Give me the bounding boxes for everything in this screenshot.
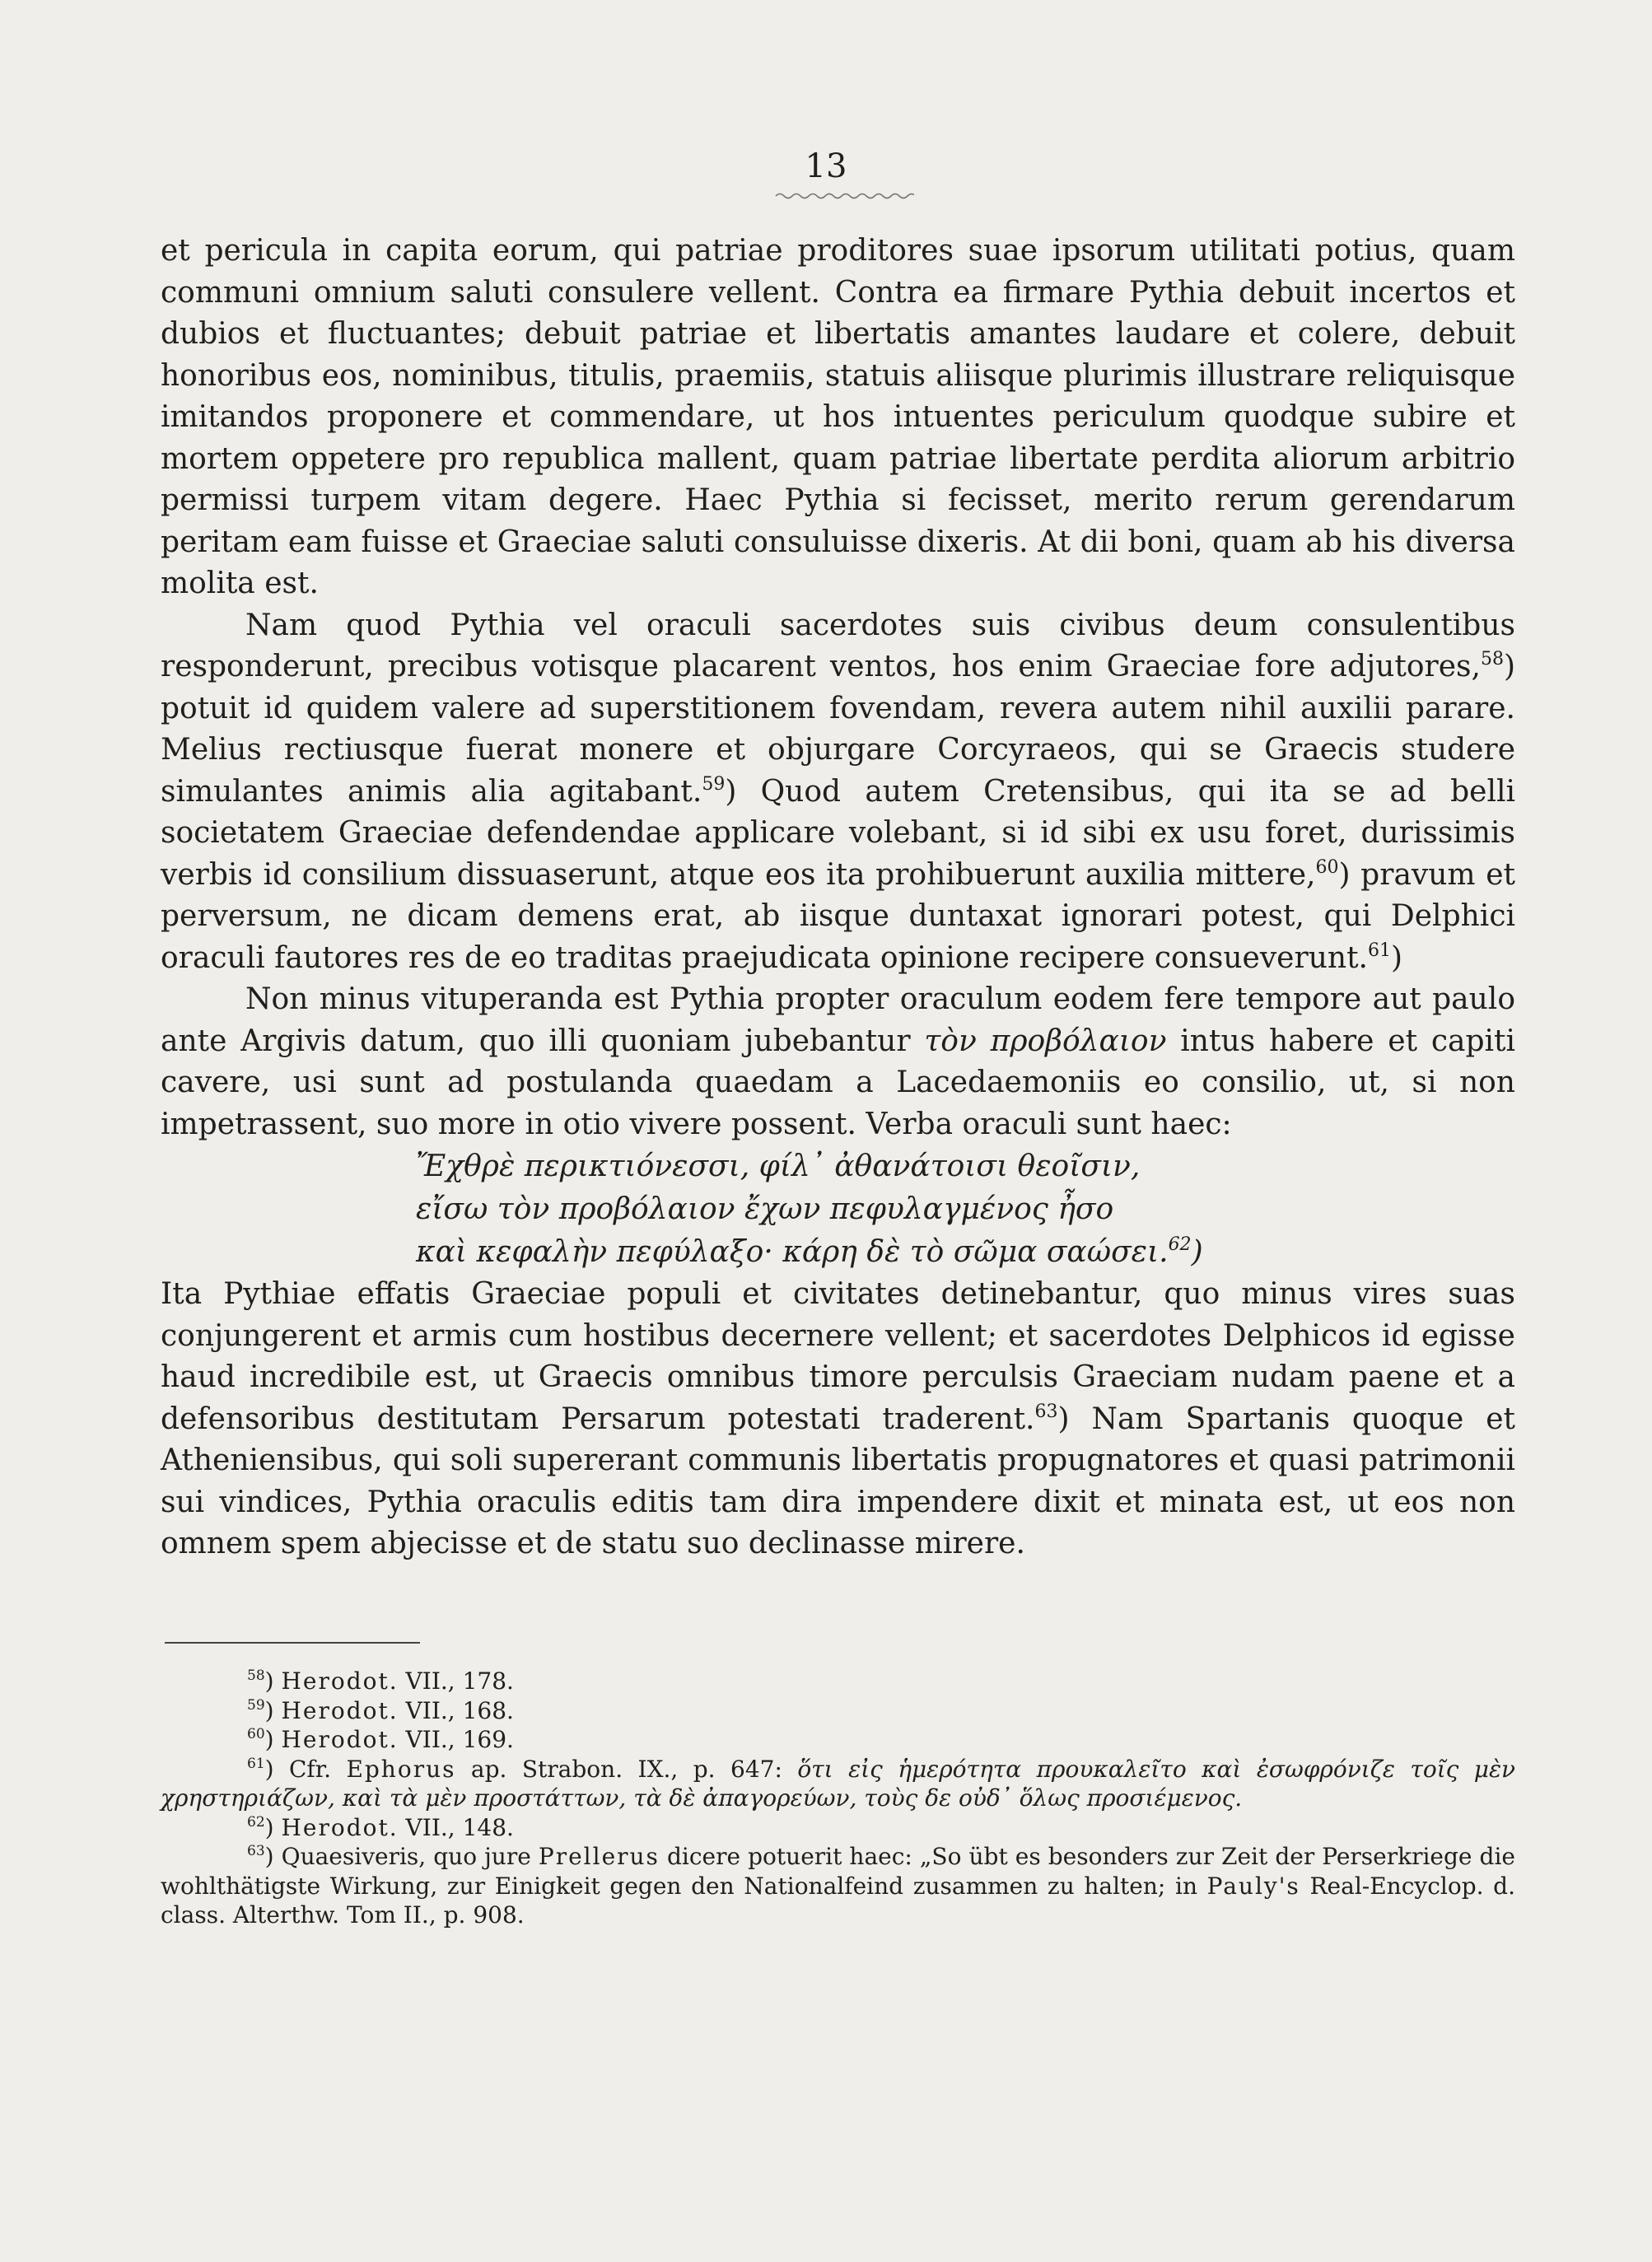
- footnote-60: $^{60}$) Herodot. VII., 169.: [247, 1726, 514, 1753]
- footnote-author: Ephorus: [346, 1755, 456, 1783]
- footnote-text-2: Real-Encyclop. d. class. Alterthw. Tom II., p. 908.: [161, 1872, 1515, 1929]
- footnote-author: Herodot.: [281, 1813, 399, 1841]
- page-number: 13: [805, 147, 847, 185]
- footnote-text: ap. Strabon. IX., p. 647:: [470, 1755, 782, 1783]
- footnote-59: $^{59}$) Herodot. VII., 168.: [247, 1696, 514, 1724]
- footnote-pre: Quaesiveris, quo jure: [281, 1843, 531, 1870]
- footnote-number: 58: [247, 1667, 265, 1684]
- paragraph-4-part-a: Ita Pythiae effatis Graeciae populi et civitates detinebantur, quo minus vires suas conjungerent et armis cum hostibus decernere vellent; et sacerdotes Delphicos id egisse haud incredibile est, ut Graecis omnibus timore perculsis Graeciam nudam paene et a defensoribus destitutam Persarum potestati traderent.: [161, 1277, 1515, 1436]
- footnote-text: VII., 169.: [405, 1726, 514, 1753]
- verse-line-3: καὶ κεφαλὴν πεφύλαξο· κάρη δὲ τὸ σῶμα σαώσει.: [416, 1235, 1169, 1269]
- footnote-author: Herodot.: [281, 1726, 399, 1753]
- footnote-greek-quote: ὅτι εἰς ἡμερότητα προυκαλεῖτο καὶ ἐσωφρόνιζε τοῖς μὲν χρηστηριάζων, καὶ τὰ μὲν προστάττων, τὰ δὲ ἀπαγορεύων, τοὺς δε οὐδ᾽ ὅλως προσιέμενος.: [161, 1755, 1516, 1812]
- note-ref-59[interactable]: 59: [702, 773, 726, 795]
- footnotes: [161, 1667, 1515, 1930]
- note-ref-60[interactable]: 60: [1315, 856, 1339, 878]
- footnote-text: VII., 148.: [405, 1813, 514, 1841]
- footnote-62: $^{62}$) Herodot. VII., 148.: [247, 1813, 514, 1841]
- footnote-pre: Cfr.: [289, 1755, 331, 1783]
- oracle-verse: [416, 1145, 1515, 1274]
- note-ref-58[interactable]: 58: [1480, 649, 1504, 669]
- verse-line-1: Ἔχθρὲ περικτιόνεσσι, φίλ᾽ ἀθανάτοισι θεοῖσιν,: [416, 1150, 1141, 1183]
- paragraph-3: [161, 979, 1515, 1145]
- footnote-divider: [165, 1642, 420, 1644]
- footnote-text: VII., 178.: [405, 1667, 514, 1695]
- footnote-61: $^{61}$) Cfr. Ephorus ap. Strabon. IX., p. 647: ὅτι εἰς ἡμερότητα προυκαλεῖτο καὶ ἐσωφρόνιζε τοῖς μὲν χρηστηριάζων, καὶ τὰ μὲν προστάττων, τὰ δὲ ἀπαγορεύων, τοὺς δε οὐδ᾽ ὅλως προσιέμενος.: [161, 1755, 1516, 1812]
- verse-line-3-wrap: καὶ κεφαλὴν πεφύλαξο· κάρη δὲ τὸ σῶμα σαώσει.$^{62}$): [416, 1234, 1203, 1269]
- verse-line-2: εἴσω τὸν προβόλαιον ἔχων πεφυλαγμένος ἦσο: [416, 1192, 1114, 1226]
- footnote-number: 60: [247, 1726, 265, 1742]
- paragraph-1: et pericula in capita eorum, qui patriae proditores suae ipsorum utilitati potius, quam communi omnium saluti consulere vellent. Contra ea firmare Pythia debuit incertos et dubios et fluctuantes; debuit patriae et libertatis amantes laudare et colere, debuit honoribus eos, nominibus, titulis, praemiis, statuis aliisque plurimis illustrare reliquisque imitandos proponere et commendare, ut hos intuentes periculum quodque subire et mortem oppetere pro republica mallent, quam patriae libertate perdita aliorum arbitrio permissi turpem vitam degere. Haec Pythia si fecisset, merito rerum gerendarum peritam eam fuisse et Graeciae saluti consuluisse dixeris. At dii boni, quam ab his diversa molita est.: [161, 234, 1515, 600]
- footnote-author: Prellerus: [538, 1843, 660, 1870]
- footnote-number: 59: [247, 1696, 265, 1714]
- paragraph-2-part-a: Nam quod Pythia vel oraculi sacerdotes suis civibus deum consulentibus responderunt, precibus votisque placarent ventos, hos enim Graeciae fore adjutores,: [161, 608, 1515, 683]
- footnote-text: dicere potuerit haec: „So übt es besonders zur Zeit der Perserkriege die wohlthätigste Wirkung, zur Einigkeit gegen den Nationalfeind zusammen zu halten; in: [161, 1843, 1515, 1900]
- footnote-number: 61: [247, 1755, 265, 1772]
- main-text: [161, 231, 1515, 1565]
- paragraph-2: Nam quod Pythia vel oraculi sacerdotes suis civibus deum consulentibus responderunt, precibus votisque placarent ventos, hos enim Graeciae fore adjutores,$^{58}$) potuit id quidem valere ad superstitionem fovendam, revera autem nihil auxilii parare. Melius rectiusque fuerat monere et objurgare Corcyraeos, qui se Graecis studere simulantes animis alia agitabant.$^{59}$) Quod autem Cretensibus, qui ita se ad belli societatem Graeciae defendendae applicare volebant, si id sibi ex usu foret, durissimis verbis id consilium dissuaserunt, atque eos ita prohibuerunt auxilia mittere,$^{60}$) pravum et perversum, ne dicam demens erat, ab iisque duntaxat ignorari potest, qui Delphici oraculi fautores res de eo traditas praejudicata opinione recipere consueverunt.$^{61}$): [161, 608, 1516, 975]
- footnote-author-2: Pauly's: [1206, 1872, 1300, 1900]
- paragraph-3-part-a: Non minus vituperanda est Pythia propter oraculum eodem fere tempore aut paulo ante Argivis datum, quo illi quoniam jubebantur: [161, 982, 1515, 1058]
- paragraph-4: Ita Pythiae effatis Graeciae populi et civitates detinebantur, quo minus vires suas conjungerent et armis cum hostibus decernere vellent; et sacerdotes Delphicos id egisse haud incredibile est, ut Graecis omnibus timore perculsis Graeciam nudam paene et a defensoribus destitutam Persarum potestati traderent.$^{63}$) Nam Spartanis quoque et Atheniensibus, qui soli supererant communis libertatis propugnatores et quasi patrimonii sui vindices, Pythia oraculis editis tam dira impendere dixit et minata est, ut eos non omnem spem abjecisse et de statu suo declinasse mirere.: [161, 1277, 1515, 1560]
- footnote-number: 62: [247, 1813, 265, 1831]
- note-ref-62[interactable]: 62: [1168, 1234, 1192, 1255]
- footnote-text: VII., 168.: [405, 1696, 514, 1724]
- paragraph-4-part-b: Nam Spartanis quoque et Atheniensibus, qui soli supererant communis libertatis propugnatores et quasi patrimonii sui vindices, Pythia oraculis editis tam dira impendere dixit et minata est, ut eos non omnem spem abjecisse et de statu suo declinasse mirere.: [161, 1402, 1515, 1560]
- note-ref-61[interactable]: 61: [1367, 940, 1391, 961]
- footnote-58: $^{58}$) Herodot. VII., 178.: [247, 1667, 514, 1695]
- footnote-author: Herodot.: [281, 1696, 399, 1724]
- footnote-author: Herodot.: [281, 1667, 399, 1695]
- footnote-63: $^{63}$) Quaesiveris, quo jure Prellerus dicere potuerit haec: „So übt es besonders zur Zeit der Perserkriege die wohlthätigste Wirkung, zur Einigkeit gegen den Nationalfeind zusammen zu halten; in Pauly's Real-Encyclop. d. class. Alterthw. Tom II., p. 908.: [161, 1843, 1515, 1929]
- paragraph-2-part-c: Quod autem Cretensibus, qui ita se ad belli societatem Graeciae defendendae applicare volebant, si id sibi ex usu foret, durissimis verbis id consilium dissuaserunt, atque eos ita prohibuerunt auxilia mittere,: [161, 774, 1516, 892]
- note-ref-63[interactable]: 63: [1034, 1401, 1058, 1422]
- greek-term: τὸν προβόλαιον: [924, 1024, 1167, 1058]
- footnote-number: 63: [247, 1843, 265, 1859]
- paragraph-2-part-b: potuit id quidem valere ad superstitionem fovendam, revera autem nihil auxilii parare. Melius rectiusque fuerat monere et objurgare Corcyraeos, qui se Graecis studere simulantes animis alia agitabant.: [161, 691, 1515, 809]
- paragraph-2-part-d: pravum et perversum, ne dicam demens erat, ab iisque duntaxat ignorari potest, qui Delphici oraculi fautores res de eo traditas praejudicata opinione recipere consueverunt.: [161, 857, 1515, 975]
- page-number-ornament: [774, 191, 914, 201]
- paragraph-3-part-b: intus habere et capiti cavere, usi sunt ad postulanda quaedam a Lacedaemoniis eo consilio, ut, si non impetrassent, suo more in otio vivere possent. Verba oraculi sunt haec:: [161, 1024, 1516, 1141]
